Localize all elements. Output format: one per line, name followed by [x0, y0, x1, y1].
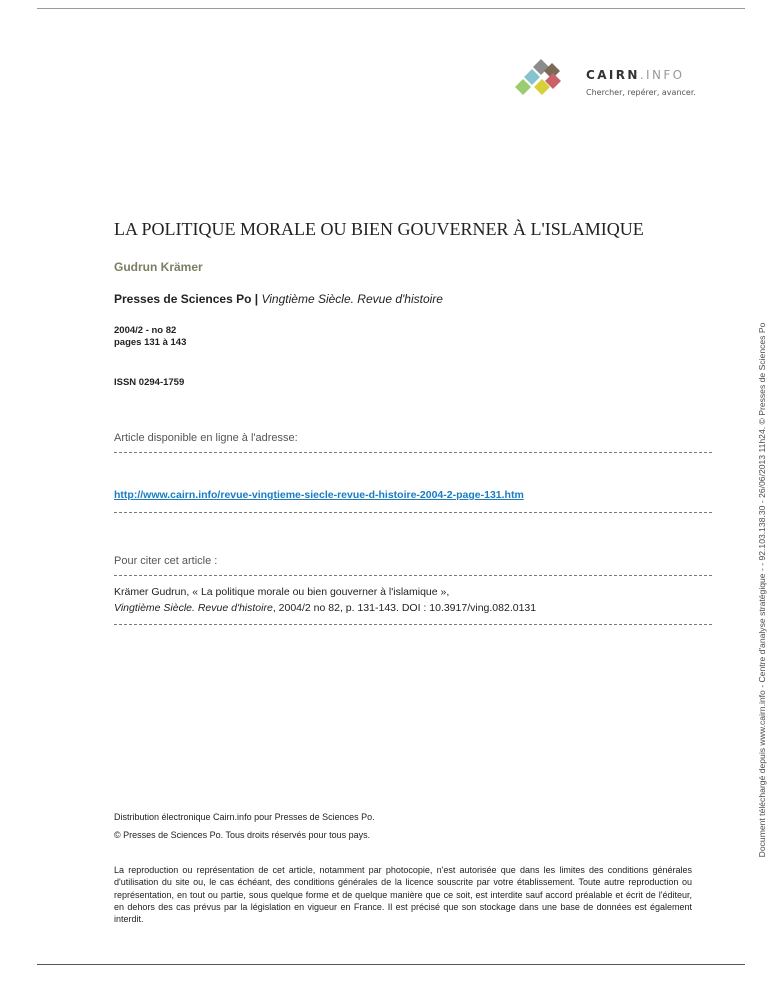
article-title: LA POLITIQUE MORALE OU BIEN GOUVERNER À L'ISLAMIQUE — [114, 219, 644, 239]
article-author: Gudrun Krämer — [114, 260, 203, 274]
dashed-divider — [114, 512, 712, 513]
legal-notice: La reproduction ou représentation de cet article, notamment par photocopie, n'est autorisée que dans les limites des conditions générales d'utilisation du site ou, le cas échéant, des conditions générales de la licence souscrite par votre établissement. Toute autre reproduction ou représentation, en tout ou partie, sous quelque forme et de quelque manière que ce soit, est interdite sauf accord préalable et écrit de l'éditeur, en dehors des cas prévus par la législation en vigueur en France. Il est précisé que son stockage dans une base de données est également interdit. — [114, 865, 692, 925]
dashed-divider — [114, 575, 712, 576]
publisher-name: Presses de Sciences Po | — [114, 292, 259, 306]
dashed-divider — [114, 624, 712, 625]
brand-light: .INFO — [639, 68, 685, 82]
copyright-note: © Presses de Sciences Po. Tous droits réservés pour tous pays. — [114, 830, 371, 840]
cairn-logo[interactable] — [515, 59, 715, 105]
article-url-link[interactable]: http://www.cairn.info/revue-vingtieme-siecle-revue-d-histoire-2004-2-page-131.htm — [114, 489, 524, 501]
citation-journal: Vingtième Siècle. Revue d'histoire — [114, 602, 273, 614]
issue-number: 2004/2 - no 82 — [114, 325, 177, 336]
brand-bold: CAIRN — [586, 68, 640, 82]
top-rule — [37, 8, 745, 9]
cairn-diamond-icon — [515, 59, 577, 103]
cairn-tagline: Chercher, repérer, avancer. — [586, 88, 696, 97]
page-range: pages 131 à 143 — [114, 337, 187, 348]
bottom-rule — [37, 964, 745, 965]
citation-details: , 2004/2 no 82, p. 131-143. DOI : 10.3917/ving.082.0131 — [272, 602, 537, 614]
issn: ISSN 0294-1759 — [114, 377, 185, 388]
publisher-line — [114, 292, 443, 306]
journal-name: Vingtième Siècle. Revue d'histoire — [261, 292, 443, 306]
online-label: Article disponible en ligne à l'adresse: — [114, 432, 298, 444]
citation-line-1: Krämer Gudrun, « La politique morale ou bien gouverner à l'islamique », — [114, 586, 450, 598]
cite-label: Pour citer cet article : — [114, 555, 218, 567]
dashed-divider — [114, 452, 712, 453]
citation-line-2 — [114, 602, 536, 614]
cairn-wordmark — [586, 68, 685, 82]
download-stamp: Document téléchargé depuis www.cairn.info - Centre d'analyse stratégique - - 92.103.138.30 - 26/06/2013 11h24. © Presses de Sciences Po — [757, 322, 767, 858]
distribution-note: Distribution électronique Cairn.info pour Presses de Sciences Po. — [114, 812, 375, 822]
